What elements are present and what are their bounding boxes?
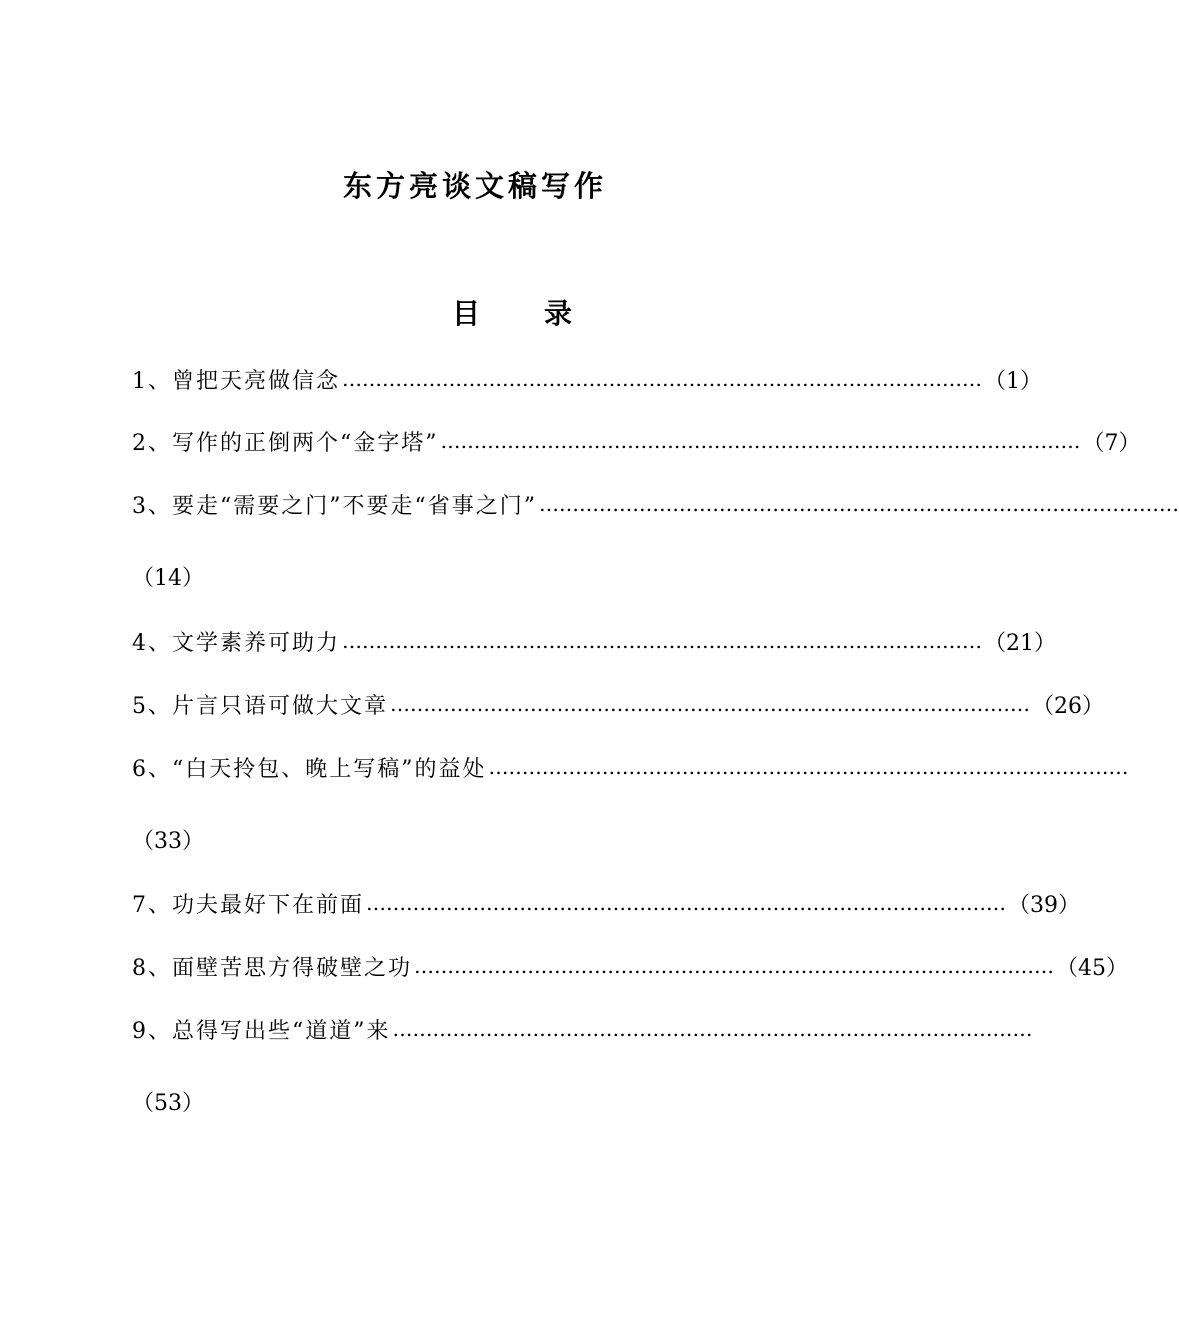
toc-entry-title: 9、总得写出些“道道”来 — [132, 1018, 391, 1044]
toc-entry-9-page: （53） — [132, 1091, 204, 1116]
toc-entry-page: （21） — [984, 630, 1056, 656]
toc-entry-3-page: （14） — [132, 566, 204, 591]
toc-leader: …………………………………………………………………………………… — [366, 891, 1006, 915]
toc-entry-9 — [132, 1011, 1033, 1047]
toc-leader: …………………………………………………………………………………… — [414, 954, 1054, 978]
toc-leader: …………………………………………………………………………………… — [539, 492, 1179, 516]
toc-entry-title: 6、“白天拎包、晚上写稿”的益处 — [132, 756, 487, 782]
toc-entry-7 — [132, 885, 1080, 921]
toc-entry-title: 5、片言只语可做大文章 — [132, 693, 388, 719]
toc-leader: …………………………………………………………………………………… — [342, 629, 982, 653]
toc-entry-page: （39） — [1008, 892, 1080, 918]
toc-heading-char-1: 目 — [452, 297, 481, 330]
toc-entry-title: 3、要走“需要之门”不要走“省事之门” — [132, 493, 537, 519]
toc-entry-page: （26） — [1032, 693, 1104, 719]
toc-heading — [452, 296, 572, 332]
toc-entry-6 — [132, 749, 1129, 785]
toc-entry-1 — [132, 361, 1042, 397]
toc-entry-8 — [132, 948, 1128, 984]
toc-entry-6-page: （33） — [132, 829, 204, 854]
toc-entry-5 — [132, 686, 1104, 722]
toc-leader: …………………………………………………………………………………… — [440, 429, 1081, 453]
toc-entry-title: 8、面壁苦思方得破壁之功 — [132, 955, 412, 981]
toc-entry-3 — [132, 486, 1179, 522]
toc-entry-title: 2、写作的正倒两个“金字塔” — [132, 430, 439, 456]
toc-leader: …………………………………………………………………………………… — [342, 367, 982, 391]
toc-entry-title: 4、文学素养可助力 — [132, 630, 340, 656]
toc-leader: …………………………………………………………………………………… — [390, 692, 1030, 716]
toc-entry-4 — [132, 623, 1056, 659]
toc-heading-char-2: 录 — [543, 297, 572, 330]
toc-entry-page: （7） — [1082, 430, 1141, 456]
toc-entry-title: 1、曾把天亮做信念 — [132, 368, 340, 394]
toc-leader: …………………………………………………………………………………… — [488, 755, 1129, 779]
toc-entry-title: 7、功夫最好下在前面 — [132, 892, 364, 918]
document-title: 东方亮谈文稿写作 — [342, 169, 607, 203]
toc-entry-2 — [132, 423, 1141, 459]
toc-entry-page: （1） — [984, 368, 1042, 394]
toc-leader: …………………………………………………………………………………… — [392, 1017, 1033, 1041]
toc-entry-page: （45） — [1056, 955, 1128, 981]
